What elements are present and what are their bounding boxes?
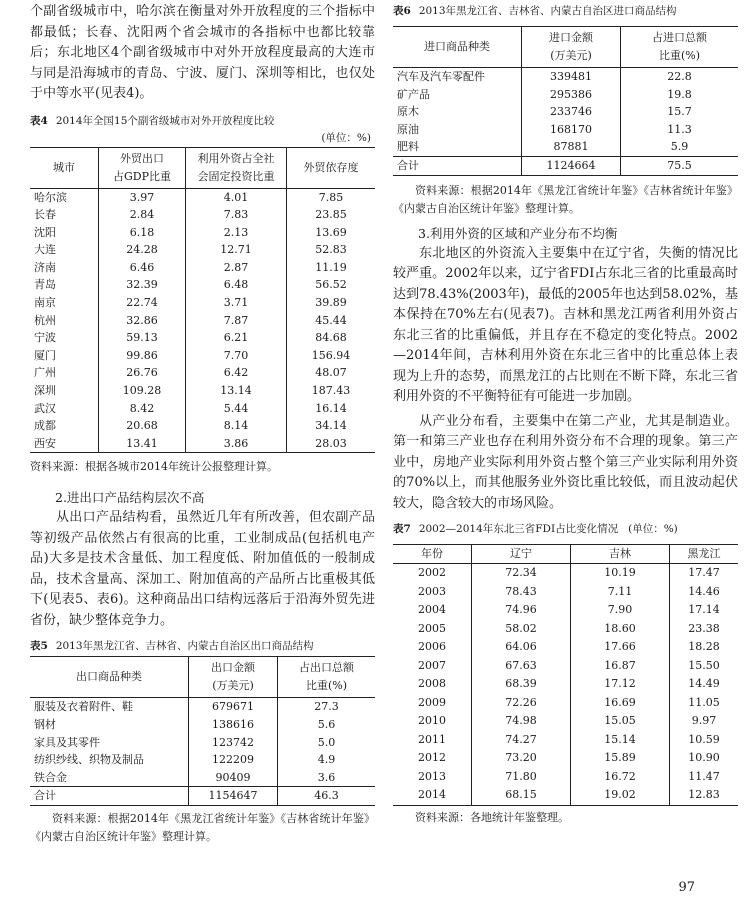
table-cell: 2010: [393, 712, 472, 731]
table-row: [30, 276, 375, 294]
table-cell: 原木: [393, 103, 522, 121]
table4-source: 资料来源：根据各城市2014年统计公报整理计算。: [30, 460, 278, 474]
table-row: [30, 716, 375, 734]
table5-body: [30, 698, 375, 806]
table-cell: 90409: [189, 769, 278, 787]
table-cell: 187.43: [311, 384, 351, 398]
table5-header-category: 出口商品种类: [30, 657, 189, 698]
table6-header-share: 占进口总额 比重(%): [621, 27, 739, 68]
table-cell: 2006: [393, 638, 472, 657]
table-cell: 12.83: [670, 786, 739, 805]
table-cell: 13.41: [99, 435, 186, 453]
table-cell: 2013: [393, 768, 472, 787]
table-cell: 87881: [522, 138, 621, 156]
table-row: [393, 768, 738, 787]
table-row: [393, 731, 738, 750]
table-cell: 2011: [393, 731, 472, 750]
table-cell: 2014: [393, 786, 472, 805]
table-cell: 23.38: [688, 621, 720, 635]
table4-title: 2014年全国15个副省级城市对外开放程度比较: [55, 114, 275, 127]
table-cell: 75.5: [621, 156, 739, 175]
table-row: [30, 698, 375, 716]
table-cell: 大连: [30, 241, 99, 259]
table4-header-export-gdp: 外贸出口 占GDP比重: [99, 147, 186, 188]
table-cell: 73.20: [472, 749, 571, 768]
table-cell: 122209: [189, 751, 278, 769]
table7-header-heilongjiang: 黑龙江: [670, 545, 739, 564]
table-cell: 14.46: [688, 584, 720, 598]
table-cell: 9.97: [691, 714, 717, 728]
table-cell: 深圳: [30, 382, 99, 400]
table-cell: 南京: [30, 294, 99, 312]
table-cell: 11.05: [688, 695, 720, 709]
table-cell: 济南: [30, 259, 99, 277]
table-cell: 339481: [522, 68, 621, 86]
table-cell: 3.97: [99, 188, 186, 206]
intro-paragraph: 个副省级城市中，哈尔滨在衡量对外开放程度的三个指标中都最低；长春、沈阳两个省会城市的各指标中也都比较靠后；东北地区4个副省级城市中对外开放程度最高的大连市与同是沿海城市的青岛、宁波、厦门、深圳等相比，也仅处于中等水平(见表4)。: [30, 4, 375, 101]
table-cell: 6.21: [186, 329, 287, 347]
table-cell: 6.42: [186, 364, 287, 382]
table-cell: 15.14: [571, 731, 670, 750]
table-cell: 13.14: [186, 382, 287, 400]
table-cell: 56.52: [315, 278, 347, 292]
table6-header-amount: 进口金额 (万美元): [522, 27, 621, 68]
table-cell: 156.94: [311, 348, 351, 362]
table-cell: 16.14: [315, 401, 347, 415]
table-cell: 家具及其零件: [30, 734, 189, 752]
table-cell: 3.71: [186, 294, 287, 312]
table-cell: 13.69: [315, 225, 347, 239]
table-cell: 5.0: [317, 735, 336, 749]
table4-header-city: 城市: [30, 147, 99, 188]
table7-header-jilin: 吉林: [571, 545, 670, 564]
table-cell: 8.42: [99, 400, 186, 418]
table-cell: 17.66: [571, 638, 670, 657]
table-row: [30, 382, 375, 400]
table-cell: 19.02: [571, 786, 670, 805]
table-cell: 4.9: [317, 753, 336, 767]
table-cell: 7.85: [318, 190, 344, 204]
table-cell: 17.14: [688, 603, 720, 617]
table-cell: 15.89: [571, 749, 670, 768]
table7-title: 2002—2014年东北三省FDI占比变化情况: [418, 523, 619, 536]
table-cell: 138616: [189, 716, 278, 734]
table-cell: 72.26: [472, 694, 571, 713]
table-cell: 233746: [522, 103, 621, 121]
table-cell: 合计: [30, 787, 189, 806]
table-cell: 哈尔滨: [30, 188, 99, 206]
table-row: [393, 749, 738, 768]
table-cell: 15.50: [688, 658, 720, 672]
table6-body: [393, 68, 738, 176]
table5-source: 资料来源：根据2014年《黑龙江省统计年鉴》《吉林省统计年鉴》《内蒙古自治区统计年鉴》整理计算。: [30, 811, 375, 843]
table-cell: 11.47: [688, 769, 720, 783]
table-cell: 纺织纱线、织物及制品: [30, 751, 189, 769]
table-cell: 26.76: [99, 364, 186, 382]
table-row: [30, 769, 375, 787]
table-cell: 3.6: [317, 770, 336, 784]
table-cell: 59.13: [99, 329, 186, 347]
table4-header-dependency: 外贸依存度: [287, 147, 376, 188]
table-cell: 5.6: [317, 718, 336, 731]
table-row: [393, 601, 738, 620]
table-cell: 2.13: [186, 224, 287, 242]
table5-caption: [30, 639, 375, 653]
table-cell: 22.8: [667, 70, 692, 83]
table-cell: 7.90: [571, 601, 670, 620]
table-row: [393, 138, 738, 156]
section2-paragraph: 从出口产品结构看，虽然近几年有所改善，但农副产品等初级产品依然占有很高的比重，工业制成品(包括机电产品)大多是技术含量低、加工程度低、附加值低的一般制成品，技术含量高、深加工、附加值高的产品所占比重极其低下(见表5、表6)。这种商品出口结构远落后于沿海外贸先进省份，缺少整体竞争力。: [30, 510, 375, 628]
table-cell: 沈阳: [30, 224, 99, 242]
table-cell: 2004: [393, 601, 472, 620]
table6-header-category: 进口商品种类: [393, 27, 522, 68]
table-cell: 15.05: [571, 712, 670, 731]
table-cell: 2.87: [186, 259, 287, 277]
table-cell: 32.86: [99, 312, 186, 330]
table7-number: 表7: [393, 523, 411, 536]
table-cell: 2007: [393, 657, 472, 676]
table4: [30, 147, 375, 454]
table-cell: 成都: [30, 417, 99, 435]
table-cell: 20.68: [99, 417, 186, 435]
table-row: [30, 751, 375, 769]
table5-number: 表5: [30, 640, 48, 653]
table-row: [30, 734, 375, 752]
table-cell: 168170: [522, 121, 621, 139]
table-cell: 109.28: [99, 382, 186, 400]
table-cell: 74.96: [472, 601, 571, 620]
table-cell: 16.87: [571, 657, 670, 676]
table-cell: 295386: [522, 86, 621, 104]
table5-title: 2013年黑龙江省、吉林省、内蒙古自治区出口商品结构: [55, 640, 314, 653]
table-row: [30, 259, 375, 277]
table-cell: 17.12: [571, 675, 670, 694]
table-cell: 11.3: [667, 122, 692, 136]
table-cell: 14.49: [688, 677, 720, 691]
table-cell: 10.19: [571, 564, 670, 583]
table-cell: 武汉: [30, 400, 99, 418]
table7-body: [393, 564, 738, 806]
table-row: [30, 435, 375, 453]
section3-heading: 3.利用外资的区域和产业分布不均衡: [418, 225, 618, 241]
table-cell: 6.48: [186, 276, 287, 294]
table-cell: 2009: [393, 694, 472, 713]
table-row: [393, 657, 738, 676]
table-row: [393, 103, 738, 121]
table-cell: 宁波: [30, 329, 99, 347]
table-cell: 1154647: [189, 787, 278, 806]
table-cell: 48.07: [315, 366, 347, 380]
table-cell: 68.39: [472, 675, 571, 694]
table4-header-fdi-share: 利用外资占全社 会固定投资比重: [186, 147, 287, 188]
table-cell: 11.19: [315, 260, 347, 274]
table-cell: 厦门: [30, 347, 99, 365]
table-cell: 合计: [393, 156, 522, 175]
table-row: [393, 638, 738, 657]
table-row: [393, 583, 738, 602]
table-cell: 6.46: [99, 259, 186, 277]
table-cell: 服装及衣着附件、鞋: [30, 698, 189, 716]
table-cell: 16.72: [571, 768, 670, 787]
table-cell: 2.84: [99, 206, 186, 224]
table7-caption: [393, 522, 738, 536]
table6: [393, 26, 738, 176]
table6-caption: [393, 4, 738, 18]
table-cell: 27.3: [314, 700, 339, 714]
table4-body: [30, 188, 375, 453]
table-row: [30, 364, 375, 382]
table-cell: 18.60: [571, 620, 670, 639]
table-row: [30, 224, 375, 242]
table6-number: 表6: [393, 5, 411, 17]
table-cell: 2005: [393, 620, 472, 639]
table-cell: 64.06: [472, 638, 571, 657]
table-cell: 24.28: [99, 241, 186, 259]
left-column: [30, 0, 375, 846]
table-cell: 123742: [189, 734, 278, 752]
table-cell: 1124664: [522, 156, 621, 175]
table-row: [393, 620, 738, 639]
table-cell: 广州: [30, 364, 99, 382]
table-cell: 5.44: [186, 400, 287, 418]
table-cell: 16.69: [571, 694, 670, 713]
table-cell: 23.85: [315, 208, 347, 222]
table-cell: 12.71: [186, 241, 287, 259]
table-row: [30, 400, 375, 418]
table-total-row: [30, 787, 375, 806]
table4-number: 表4: [30, 114, 48, 127]
table-cell: 7.83: [186, 206, 287, 224]
table-cell: 34.14: [315, 419, 347, 433]
table-cell: 45.44: [315, 313, 347, 327]
table-row: [30, 312, 375, 330]
table5-header-share: 占出口总额 比重(%): [278, 657, 376, 698]
table7: [393, 544, 738, 806]
table-row: [30, 188, 375, 206]
table-cell: 青岛: [30, 276, 99, 294]
table-cell: 32.39: [99, 276, 186, 294]
table-row: [393, 68, 738, 86]
table-cell: 22.74: [99, 294, 186, 312]
table6-title: 2013年黑龙江省、吉林省、内蒙古自治区进口商品结构: [418, 5, 677, 17]
table-cell: 西安: [30, 435, 99, 453]
table-cell: 10.59: [688, 732, 720, 746]
table-cell: 28.03: [287, 435, 376, 453]
table-cell: 铁合金: [30, 769, 189, 787]
table-cell: 2008: [393, 675, 472, 694]
table-row: [393, 121, 738, 139]
table-cell: 19.8: [667, 87, 692, 101]
table-row: [30, 347, 375, 365]
table-cell: 矿产品: [393, 86, 522, 104]
table-cell: 5.9: [670, 140, 689, 154]
right-column: [393, 0, 738, 827]
table-cell: 84.68: [315, 331, 347, 345]
section2-heading: 2.进出口产品结构层次不高: [55, 490, 205, 506]
table-cell: 18.28: [688, 640, 720, 654]
table-row: [30, 417, 375, 435]
table-row: [393, 786, 738, 805]
table-cell: 2002: [393, 564, 472, 583]
table7-header-liaoning: 辽宁: [472, 545, 571, 564]
table-row: [393, 712, 738, 731]
section3-paragraph1: 东北地区的外资流入主要集中在辽宁省，失衡的情况比较严重。2002年以来，辽宁省FDI占东北三省的比重最高时达到78.43%(2003年)，最低的2005年也达到58.02%，基本保持在70%左右(见表7)。吉林和黑龙江两省利用外资占东北三省的比重偏低，并且存在不稳定的变化特点。2002—2014年间，吉林利用外资在东北三省中的比重总体上表现为上升的态势，而黑龙江的占比则在不断下降，东北三省利用外资的不平衡特征有可能进一步加剧。: [393, 245, 738, 405]
table-cell: 8.14: [186, 417, 287, 435]
table-row: [30, 206, 375, 224]
table-cell: 7.11: [571, 583, 670, 602]
table-cell: 72.34: [472, 564, 571, 583]
table-cell: 74.27: [472, 731, 571, 750]
table-cell: 杭州: [30, 312, 99, 330]
table-row: [30, 329, 375, 347]
table-row: [30, 241, 375, 259]
section3-paragraph2: 从产业分布看，主要集中在第二产业，尤其是制造业。第一和第三产业也存在利用外资分布不合理的现象。第三产业中，房地产业实际利用外资占整个第三产业实际利用外资的70%以上，而其他服务业外资比重比较低，而且波动起伏较大，隐含较大的市场风险。: [393, 413, 738, 511]
table-cell: 长春: [30, 206, 99, 224]
table-cell: 39.89: [315, 296, 347, 310]
table-cell: 58.02: [472, 620, 571, 639]
table4-caption: [30, 114, 375, 145]
table4-unit: (单位：%): [321, 131, 371, 144]
table-cell: 钢材: [30, 716, 189, 734]
table-cell: 15.7: [667, 105, 692, 119]
table-cell: 2012: [393, 749, 472, 768]
table-cell: 74.98: [472, 712, 571, 731]
table7-source: 资料来源：各地统计年鉴整理。: [415, 810, 569, 824]
table-cell: 99.86: [99, 347, 186, 365]
table-cell: 67.63: [472, 657, 571, 676]
table-cell: 6.18: [99, 224, 186, 242]
table-cell: 2003: [393, 583, 472, 602]
table-cell: 4.01: [186, 188, 287, 206]
table-cell: 原油: [393, 121, 522, 139]
table7-header-year: 年份: [393, 545, 472, 564]
table-row: [393, 675, 738, 694]
table-cell: 17.47: [688, 566, 720, 580]
table-cell: 3.86: [186, 435, 287, 453]
table-cell: 7.87: [186, 312, 287, 330]
page-number: 97: [678, 880, 695, 895]
table-total-row: [393, 156, 738, 175]
table-row: [393, 86, 738, 104]
table-cell: 肥料: [393, 138, 522, 156]
table-cell: 52.83: [315, 243, 347, 257]
table-row: [393, 694, 738, 713]
table-row: [30, 294, 375, 312]
table-cell: 46.3: [278, 787, 376, 806]
table-cell: 68.15: [472, 786, 571, 805]
table-cell: 汽车及汽车零配件: [393, 68, 522, 86]
table5-header-amount: 出口金额 (万美元): [189, 657, 278, 698]
table-row: [393, 564, 738, 583]
table6-source: 资料来源：根据2014年《黑龙江省统计年鉴》《吉林省统计年鉴》《内蒙古自治区统计年鉴》整理计算。: [393, 183, 738, 215]
table7-unit: (单位：%): [628, 523, 678, 536]
table5: [30, 656, 375, 806]
table-cell: 10.90: [688, 751, 720, 765]
table-cell: 679671: [189, 698, 278, 716]
table-cell: 7.70: [186, 347, 287, 365]
table-cell: 71.80: [472, 768, 571, 787]
table-cell: 78.43: [472, 583, 571, 602]
